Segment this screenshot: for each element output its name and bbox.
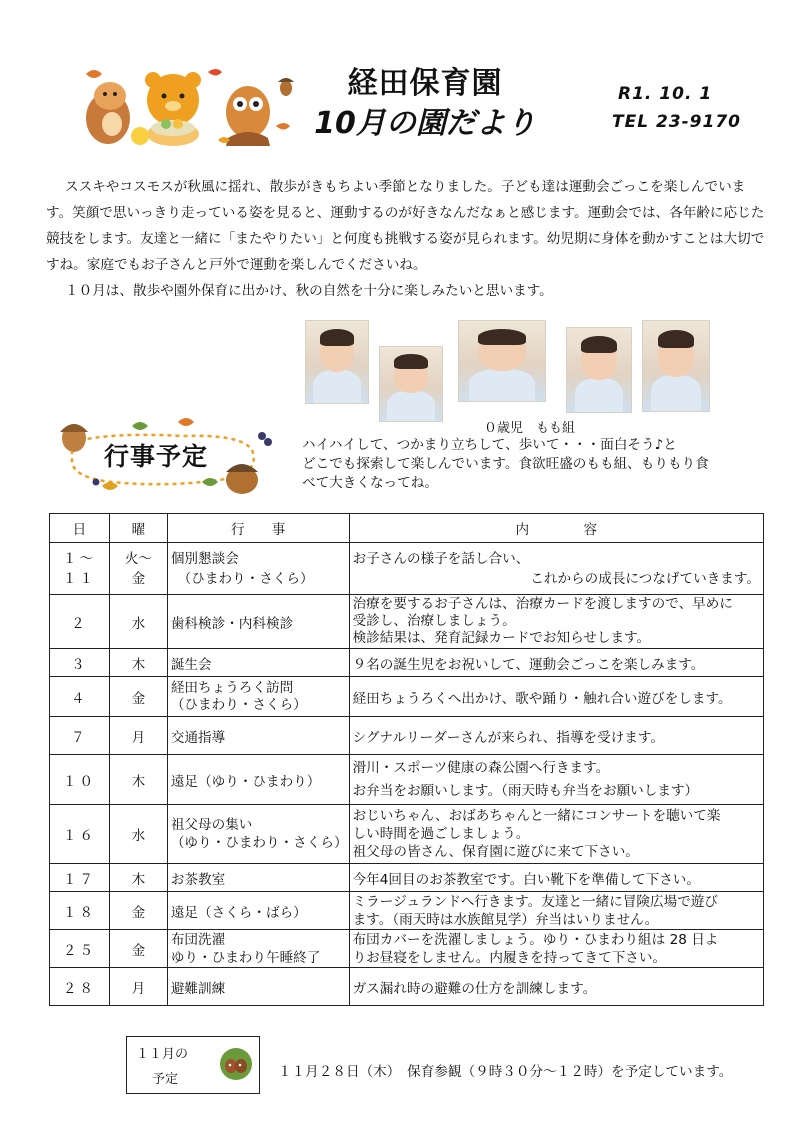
cell-content: シグナルリーダーさんが来られ、指導を受けます。 — [349, 717, 763, 755]
cell-weekday: 月 — [109, 968, 167, 1006]
cell-event: お茶教室 — [167, 864, 349, 892]
table-header-row — [50, 514, 764, 543]
cell-content — [349, 595, 763, 649]
cell-line: 経田ちょうろく訪問 — [170, 679, 294, 696]
cell-line: １～ — [62, 550, 97, 567]
table-row — [50, 892, 764, 930]
events-title: 行事予定 — [104, 442, 209, 471]
photo-caption: ０歳児 もも組 — [484, 421, 576, 436]
class-description-line: ハイハイして、つかまり立ちして、歩いて・・・面白そう♪と — [302, 437, 677, 453]
table-row — [50, 864, 764, 892]
cell-line: これからの成長につなげていきます。 — [530, 570, 760, 587]
issue-date: R1. 10. 1 — [618, 84, 713, 104]
cell-weekday: 水 — [109, 805, 167, 864]
column-header-content: 内 容 — [349, 514, 763, 543]
cell-line: 祖父母の集い — [170, 817, 253, 833]
column-header-weekday: 曜 — [109, 514, 167, 543]
table-row — [50, 543, 764, 595]
cell-weekday: 木 — [109, 864, 167, 892]
cell-line: 滑川・スポーツ健康の森公園へ行きます。 — [352, 759, 610, 776]
newsletter-title: 10月の園だより — [314, 106, 536, 141]
cell-day: ２５ — [50, 930, 110, 968]
cell-event: 遠足（さくら・ばら） — [167, 892, 349, 930]
cell-day: ７ — [50, 717, 110, 755]
cell-content — [349, 755, 763, 805]
cell-line: 布団洗濯 — [170, 931, 226, 948]
table-row — [50, 755, 764, 805]
cell-line: しい時間を過ごしましょう。 — [352, 826, 530, 842]
autumn-animals-illustration — [78, 66, 300, 150]
intro-paragraph: １０月は、散歩や園外保育に出かけ、秋の自然を十分に楽しみたいと思います。 — [65, 283, 553, 299]
cell-event: 歯科検診・内科検診 — [167, 595, 349, 649]
cell-day: ３ — [50, 649, 110, 677]
class-description-line: べて大きくなってね。 — [302, 475, 438, 491]
cell-event: 遠足（ゆり・ひまわり） — [167, 755, 349, 805]
child-photo — [642, 320, 710, 412]
school-name: 経田保育園 — [347, 66, 503, 101]
cell-line: 検診結果は、発育記録カードでお知らせします。 — [352, 630, 651, 646]
cell-event: 誕生会 — [167, 649, 349, 677]
cell-content: 今年4回目のお茶教室です。白い靴下を準備して下さい。 — [349, 864, 763, 892]
cell-line: （ひまわり・さくら） — [170, 696, 307, 713]
cell-event — [167, 805, 349, 864]
november-label-sub: 予定 — [152, 1072, 179, 1087]
cell-content: 経田ちょうろくへ出かけ、歌や踊り・触れ合い遊びをします。 — [349, 677, 763, 717]
cell-event: 交通指導 — [167, 717, 349, 755]
cell-content — [349, 930, 763, 968]
table-row — [50, 930, 764, 968]
cell-line: 布団カバーを洗濯しましょう。ゆり・ひまわり組は 28 日よ — [352, 931, 719, 948]
class-description-line: どこでも探索して楽しんでいます。食欲旺盛のもも組、もりもり食 — [302, 456, 709, 472]
cell-content — [349, 892, 763, 930]
table-row — [50, 595, 764, 649]
cell-line: （ゆり・ひまわり・さくら） — [170, 835, 348, 851]
cell-day: １６ — [50, 805, 110, 864]
cell-line: お子さんの様子を話し合い、 — [352, 550, 530, 567]
cell-line: 個別懇談会 — [170, 550, 239, 567]
november-label: １１月の — [136, 1047, 189, 1062]
cell-day: １０ — [50, 755, 110, 805]
cell-day: ２８ — [50, 968, 110, 1006]
child-photo — [458, 320, 546, 402]
cell-line: りお昼寝をしません。内履きを持ってきて下さい。 — [352, 949, 667, 966]
cell-event — [167, 930, 349, 968]
cell-event — [167, 543, 349, 595]
table-row — [50, 717, 764, 755]
column-header-day: 日 — [50, 514, 110, 543]
intro-text — [46, 174, 766, 304]
cell-line: 祖父母の皆さん、保育園に遊びに来て下さい。 — [352, 844, 639, 860]
cell-line: １１ — [62, 570, 97, 587]
cell-content: ガス漏れ時の避難の仕方を訓練します。 — [349, 968, 763, 1006]
child-photo — [566, 327, 632, 413]
cell-day: １８ — [50, 892, 110, 930]
intro-paragraph: ススキやコスモスが秋風に揺れ、散歩がきもちよい季節となりました。子ども達は運動会ごっこを楽しんでいます。笑顔で思いっきり走っている姿を見ると、運動するのが好きなんだなぁと感じます。運動会では、各年齢に応じた競技をします。友達と一緒に「またやりたい」と何度も挑戦する姿が見られます。幼児期に身体を動かすことは大切ですね。家庭でもお子さんと戸外で運動を楽しんでくださいね。 — [46, 179, 765, 273]
class-description — [302, 436, 762, 493]
cell-line: 火～ — [124, 550, 152, 567]
table-row — [50, 649, 764, 677]
cell-day: １７ — [50, 864, 110, 892]
column-header-event: 行 事 — [167, 514, 349, 543]
chestnut-icon — [218, 1046, 254, 1082]
cell-weekday — [109, 543, 167, 595]
child-photo — [305, 320, 369, 404]
cell-day: ２ — [50, 595, 110, 649]
cell-line: ます。（雨天時は水族館見学）弁当はいりません。 — [352, 911, 659, 928]
cell-content — [349, 543, 763, 595]
cell-event — [167, 677, 349, 717]
cell-line: 治療を要するお子さんは、治療カードを渡しますので、早めに — [352, 596, 733, 612]
cell-line: 受診し、治療しましょう。 — [352, 613, 516, 629]
table-row — [50, 677, 764, 717]
cell-event: 避難訓練 — [167, 968, 349, 1006]
cell-weekday: 金 — [109, 677, 167, 717]
cell-weekday: 月 — [109, 717, 167, 755]
cell-content — [349, 805, 763, 864]
event-schedule-table — [49, 513, 764, 1006]
table-row — [50, 968, 764, 1006]
cell-content: ９名の誕生児をお祝いして、運動会ごっこを楽しみます。 — [349, 649, 763, 677]
cell-weekday: 金 — [109, 930, 167, 968]
november-plan-text: １１月２８日（木） 保育参観（９時３０分～１２時）を予定しています。 — [278, 1064, 733, 1080]
child-photo — [379, 346, 443, 422]
cell-line: （ひまわり・さくら） — [170, 570, 314, 587]
cell-day — [50, 543, 110, 595]
cell-day: ４ — [50, 677, 110, 717]
cell-weekday: 木 — [109, 649, 167, 677]
cell-line: ミラージュランドへ行きます。友達と一緒に冒険広場で遊び — [352, 893, 718, 910]
table-row — [50, 805, 764, 864]
phone-number: TEL 23-9170 — [612, 112, 741, 132]
cell-line: お弁当をお願いします。（雨天時も弁当をお願いします） — [352, 782, 699, 799]
cell-line: おじいちゃん、おばあちゃんと一緒にコンサートを聴いて楽 — [352, 808, 721, 824]
cell-weekday: 金 — [109, 892, 167, 930]
cell-line: 金 — [131, 570, 146, 587]
cell-weekday: 木 — [109, 755, 167, 805]
cell-line: ゆり・ひまわり午睡終了 — [170, 949, 321, 966]
cell-weekday: 水 — [109, 595, 167, 649]
